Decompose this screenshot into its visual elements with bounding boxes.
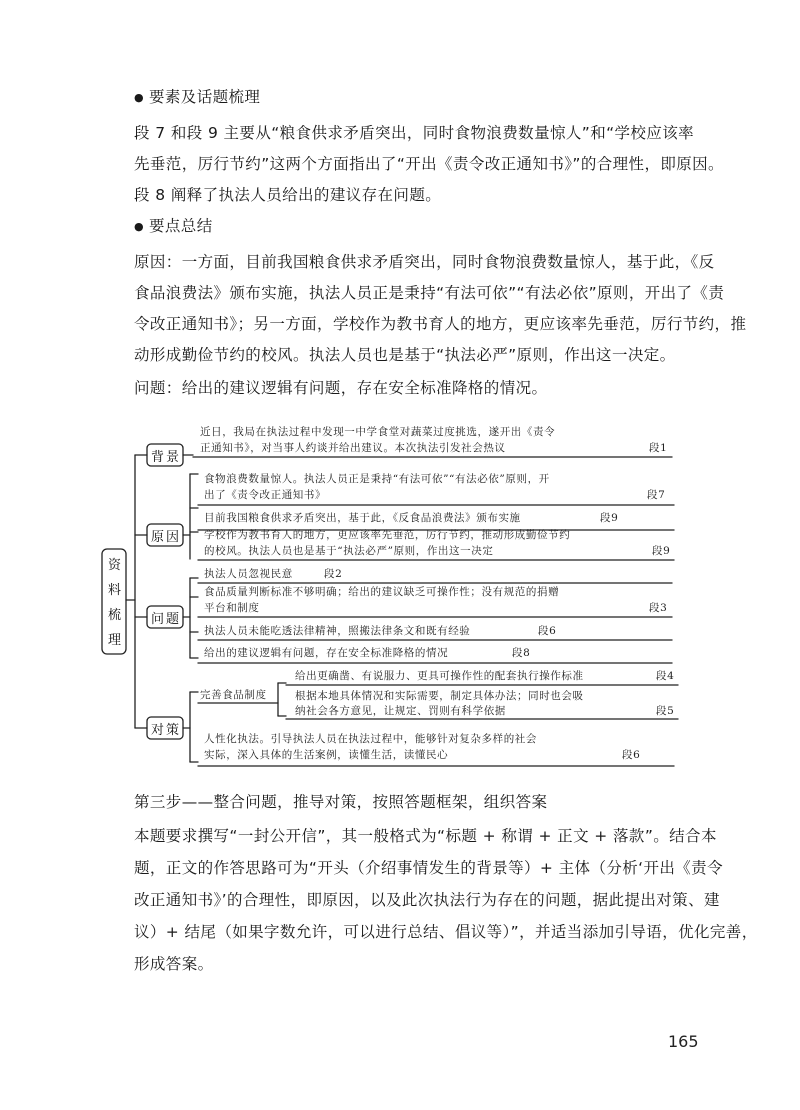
mindmap-ref: 段3 xyxy=(649,602,668,614)
mindmap-ref: 段9 xyxy=(600,512,619,524)
mindmap-item: 根据本地具体情况和实际需要，制定具体办法；同时也会吸 xyxy=(295,690,584,702)
mindmap-item: 学校作为教书育人的地方，更应该率先垂范，厉行节约，推动形成勤俭节约 xyxy=(204,529,571,541)
mindmap-item: 给出更确凿、有说服力、更具可操作性的配套执行操作标准 xyxy=(295,670,584,682)
paragraph-line: 令改正通知书》；另一方面，学校作为教书育人的地方，更应该率先垂范，厉行节约，推 xyxy=(134,315,747,333)
mindmap-item: 食物浪费数量惊人。执法人员正是秉持“有法可依”“有法必依”原则，开 xyxy=(204,473,550,485)
mindmap-ref: 段1 xyxy=(649,442,668,454)
paragraph-line: 段 8 阐释了执法人员给出的建议存在问题。 xyxy=(134,186,442,204)
paragraph-line: 动形成勤俭节约的校风。执法人员也是基于“执法必严”原则，作出这一决定。 xyxy=(134,346,676,364)
paragraph-line: 本题要求撰写“一封公开信”，其一般格式为“标题 + 称谓 + 正文 + 落款”。结合本 xyxy=(134,827,717,845)
paragraph-line: 议）+ 结尾（如果字数允许，可以进行总结、倡议等）”，并适当添加引导语，优化完善， xyxy=(134,923,758,941)
mindmap-item: 近日，我局在执法过程中发现一中学食堂对蔬菜过度挑选，遂开出《责令 xyxy=(200,426,556,438)
heading-summary: ● 要点总结 xyxy=(134,216,213,238)
heading-step3: 第三步——整合问题，推导对策，按照答题框架，组织答案 xyxy=(134,793,548,811)
paragraph-line: 形成答案。 xyxy=(134,955,214,973)
mindmap-ref: 段7 xyxy=(647,489,666,501)
mindmap-ref: 段8 xyxy=(512,647,531,659)
paragraph-line: 食品浪费法》颁布实施，执法人员正是秉持“有法可依”“有法必依”原则，开出了《责 xyxy=(134,284,725,302)
branch-background: 背景 xyxy=(151,450,182,465)
mindmap-item: 执法人员忽视民意 xyxy=(204,568,293,580)
mindmap-item: 纳社会各方意见，让规定、罚则有科学依据 xyxy=(295,705,506,717)
mindmap-item: 执法人员未能吃透法律精神，照搬法律条文和既有经验 xyxy=(204,625,471,637)
mindmap-item: 的校风。执法人员也是基于“执法必严”原则，作出这一决定 xyxy=(204,545,494,557)
page-number: 165 xyxy=(668,1032,699,1051)
mindmap-ref: 段6 xyxy=(538,625,557,637)
branch-problem: 问题 xyxy=(151,612,182,627)
mindmap-root: 资料梳理 xyxy=(108,558,122,648)
mindmap-ref: 段2 xyxy=(324,568,343,580)
mindmap-ref: 段4 xyxy=(656,670,675,682)
mindmap-ref: 段6 xyxy=(622,749,641,761)
mindmap-item: 目前我国粮食供求矛盾突出，基于此，《反食品浪费法》颁布实施 xyxy=(204,512,521,524)
mindmap-item: 食品质量判断标准不够明确；给出的建议缺乏可操作性；没有规范的捐赠 xyxy=(204,586,560,598)
paragraph-line: 先垂范，厉行节约”这两个方面指出了“开出《责令改正通知书》”的合理性，即原因。 xyxy=(134,155,724,173)
paragraph-line: 题，正文的作答思路可为“开头（介绍事情发生的背景等）+ 主体（分析‘开出《责令 xyxy=(134,859,723,877)
mindmap-sublabel: 完善食品制度 xyxy=(200,689,267,701)
paragraph-line: 原因：一方面，目前我国粮食供求矛盾突出，同时食物浪费数量惊人，基于此，《反 xyxy=(134,253,715,271)
paragraph-line: 改正通知书》’的合理性，即原因，以及此次执法行为存在的问题，据此提出对策、建 xyxy=(134,891,720,909)
heading-elements: ● 要素及话题梳理 xyxy=(134,87,260,109)
branch-reason: 原因 xyxy=(151,530,182,545)
mindmap-ref: 段9 xyxy=(652,545,671,557)
mindmap-item: 给出的建议逻辑有问题，存在安全标准降格的情况 xyxy=(204,647,449,659)
branch-countermeasure: 对策 xyxy=(151,723,182,738)
mindmap-ref: 段5 xyxy=(656,705,675,717)
problem-line: 问题：给出的建议逻辑有问题，存在安全标准降格的情况。 xyxy=(134,379,548,397)
mindmap-item: 正通知书》，对当事人约谈并给出建议。本次执法引发社会热议 xyxy=(200,442,506,454)
mindmap-item: 出了《责令改正通知书》 xyxy=(204,489,327,501)
mindmap-item: 人性化执法。引导执法人员在执法过程中，能够针对复杂多样的社会 xyxy=(204,733,537,745)
mindmap-item: 平台和制度 xyxy=(204,602,260,614)
paragraph-line: 段 7 和段 9 主要从“粮食供求矛盾突出，同时食物浪费数量惊人”和“学校应该率 xyxy=(134,124,695,142)
mindmap-item: 实际，深入具体的生活案例，读懂生活，读懂民心 xyxy=(204,749,449,761)
